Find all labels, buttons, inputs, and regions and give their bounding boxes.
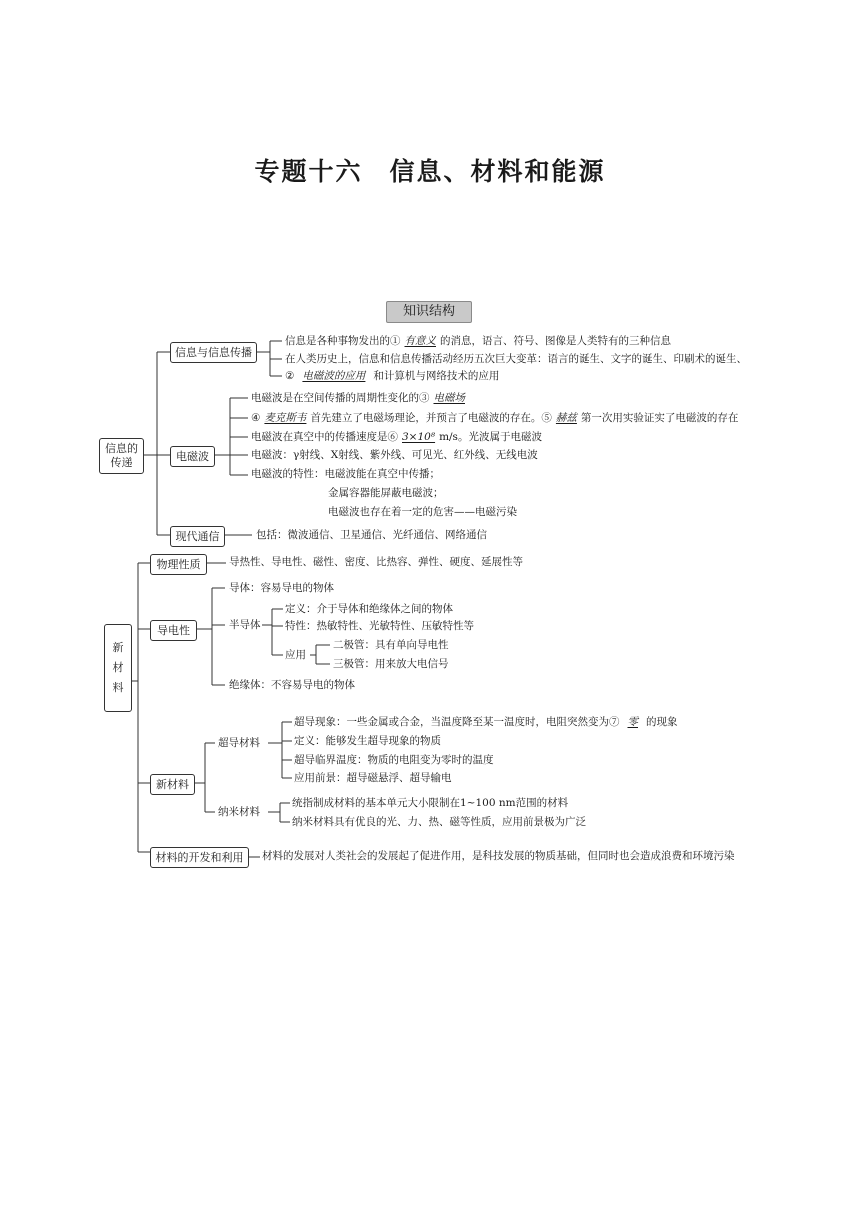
text-super-2: 定义：能够发生超导现象的物质 bbox=[294, 735, 441, 747]
node-info-transfer: 信息的 传递 bbox=[99, 438, 144, 474]
section-banner: 知识结构 bbox=[386, 301, 472, 323]
answer-3: 电磁场 bbox=[433, 392, 465, 404]
answer-5: 赫兹 bbox=[555, 412, 577, 424]
text-em-6: 金属容器能屏蔽电磁波； bbox=[328, 487, 444, 499]
text-em-5: 电磁波的特性：电磁波能在真空中传播； bbox=[251, 468, 440, 480]
node-material-dev: 材料的开发和利用 bbox=[150, 847, 249, 868]
node-conductivity: 导电性 bbox=[150, 620, 197, 641]
text-material-dev: 材料的发展对人类社会的发展起了促进作用，是科技发展的物质基础，但同时也会造成浪费和环境污染 bbox=[262, 850, 735, 862]
text-semi-def: 定义：介于导体和绝缘体之间的物体 bbox=[285, 603, 453, 615]
text-em-7: 电磁波也存在着一定的危害——电磁污染 bbox=[328, 506, 517, 518]
text-superconductor: 超导材料 bbox=[218, 737, 260, 749]
text-super-4: 应用前景：超导磁悬浮、超导输电 bbox=[294, 772, 452, 784]
text-em-4: 电磁波：γ射线、X射线、紫外线、可见光、红外线、无线电波 bbox=[251, 449, 538, 461]
text-semi-app: 应用 bbox=[285, 649, 306, 661]
page-title: 专题十六 信息、材料和能源 bbox=[254, 157, 606, 186]
text-conductor: 导体：容易导电的物体 bbox=[229, 582, 334, 594]
node-physical-props: 物理性质 bbox=[150, 554, 207, 575]
text-comm: 包括：微波通信、卫星通信、光纤通信、网络通信 bbox=[256, 529, 487, 541]
answer-7: 零 bbox=[627, 716, 638, 728]
text-super-1: 超导现象：一些金属或合金，当温度降至某一温度时，电阻突然变为⑦ 零 的现象 bbox=[294, 716, 678, 728]
text-triode: 三极管：用来放大电信号 bbox=[333, 658, 449, 670]
text-info-revolutions: 在人类历史上，信息和信息传播活动经历五次巨大变革：语言的诞生、文字的诞生、印刷术的诞生、 bbox=[285, 353, 747, 365]
text-semi-prop: 特性：热敏特性、光敏特性、压敏特性等 bbox=[285, 620, 474, 632]
text-nano-1: 统指制成材料的基本单元大小限制在1~100 nm范围的材料 bbox=[292, 797, 569, 809]
answer-6: 3×10⁸ bbox=[402, 431, 436, 443]
text-info-revolutions-2: ② 电磁波的应用 和计算机与网络技术的应用 bbox=[285, 370, 500, 382]
text-nano: 纳米材料 bbox=[218, 806, 260, 818]
node-new-material: 新 材 料 bbox=[104, 624, 132, 712]
text-super-3: 超导临界温度：物质的电阻变为零时的温度 bbox=[294, 754, 494, 766]
text-em-3: 电磁波在真空中的传播速度是⑥ 3×10⁸ m/s。光波属于电磁波 bbox=[251, 431, 542, 443]
text-nano-2: 纳米材料具有优良的光、力、热、磁等性质，应用前景极为广泛 bbox=[292, 816, 586, 828]
text-semiconductor: 半导体 bbox=[229, 619, 261, 631]
answer-1: 有意义 bbox=[404, 335, 436, 347]
text-em-2: ④ 麦克斯韦 首先建立了电磁场理论，并预言了电磁波的存在。⑤ 赫兹 第一次用实验证实了电磁波的存在 bbox=[251, 412, 739, 424]
node-info-and-spread: 信息与信息传播 bbox=[170, 342, 257, 363]
text-info-definition: 信息是各种事物发出的① 有意义 的消息，语言、符号、图像是人类特有的三种信息 bbox=[285, 335, 671, 347]
answer-2: 电磁波的应用 bbox=[302, 370, 366, 382]
node-em-wave: 电磁波 bbox=[170, 446, 215, 467]
answer-4: 麦克斯韦 bbox=[264, 412, 307, 424]
text-em-1: 电磁波是在空间传播的周期性变化的③ 电磁场 bbox=[251, 391, 469, 405]
node-modern-comm: 现代通信 bbox=[170, 526, 225, 547]
text-insulator: 绝缘体：不容易导电的物体 bbox=[229, 679, 355, 691]
node-new-materials: 新材料 bbox=[150, 774, 195, 795]
text-diode: 二极管：具有单向导电性 bbox=[333, 639, 449, 651]
text-physical-props: 导热性、导电性、磁性、密度、比热容、弹性、硬度、延展性等 bbox=[229, 556, 523, 568]
